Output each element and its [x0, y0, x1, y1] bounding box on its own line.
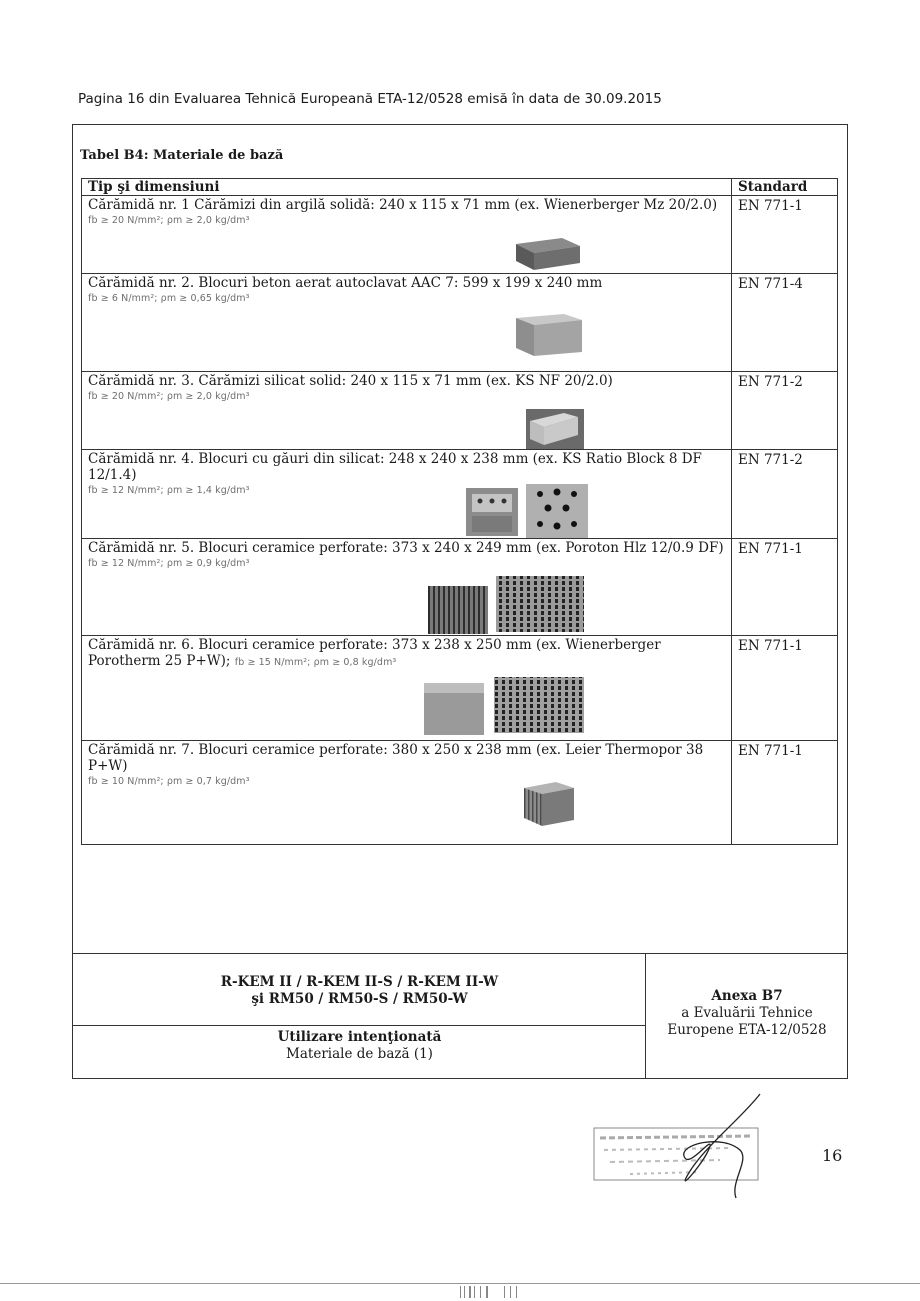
row-spec: fb ≥ 20 N/mm²; ρm ≥ 2,0 kg/dm³: [88, 215, 250, 226]
row-desc: Cărămidă nr. 2. Blocuri beton aerat autoclavat AAC 7: 599 x 199 x 240 mm: [88, 275, 603, 291]
col-header-standard: Standard: [732, 179, 838, 196]
row-desc: Cărămidă nr. 5. Blocuri ceramice perforate: 373 x 240 x 249 mm (ex. Poroton Hlz 12/0.9 DF): [88, 540, 724, 556]
row-standard: EN 771-2: [732, 372, 838, 450]
table-title: Tabel B4: Materiale de bază: [80, 148, 284, 163]
intended-use: Utilizare intenţionată Materiale de bază (1): [277, 1029, 442, 1062]
silicate-hollow-block-images: [466, 484, 590, 538]
row-standard: EN 771-1: [732, 539, 838, 636]
scan-barcode: [460, 1286, 540, 1298]
translator-stamp-signature: [590, 1090, 770, 1200]
table-row: [82, 274, 838, 372]
row-spec: fb ≥ 10 N/mm²; ρm ≥ 0,7 kg/dm³: [88, 776, 250, 787]
row-desc: Cărămidă nr. 6. Blocuri ceramice perforate: 373 x 238 x 250 mm (ex. Wienerberger Porotherm 25 P+W); fb ≥ 15 N/mm²; ρm ≥ 0,8 kg/dm³: [88, 637, 661, 669]
row-spec: fb ≥ 6 N/mm²; ρm ≥ 0,65 kg/dm³: [88, 293, 250, 304]
table-row: [82, 741, 838, 845]
row-desc: Cărămidă nr. 3. Cărămizi silicat solid: 240 x 115 x 71 mm (ex. KS NF 20/2.0): [88, 373, 613, 389]
row-spec: fb ≥ 20 N/mm²; ρm ≥ 2,0 kg/dm³: [88, 391, 250, 402]
materials-table: [81, 178, 838, 845]
row-standard: EN 771-1: [732, 636, 838, 741]
row-standard: EN 771-1: [732, 196, 838, 274]
annex-footer: [72, 953, 848, 1079]
page-header: Pagina 16 din Evaluarea Tehnică Europeană ETA-12/0528 emisă în data de 30.09.2015: [78, 91, 662, 107]
perforated-block-images-6: [424, 673, 586, 735]
col-header-type: Tip şi dimensiuni: [82, 179, 732, 196]
row-standard: EN 771-2: [732, 450, 838, 539]
row-desc: Cărămidă nr. 7. Blocuri ceramice perforate: 380 x 250 x 238 mm (ex. Leier Thermopor 38 P+W): [88, 742, 704, 774]
thermopor-block-image: [520, 778, 578, 828]
page-number: 16: [822, 1146, 843, 1165]
bottom-rule: [0, 1283, 920, 1284]
product-names: R-KEM II / R-KEM II-S / R-KEM II-W şi RM50 / RM50-S / RM50-W: [73, 954, 646, 1026]
row-standard: EN 771-1: [732, 741, 838, 845]
row-desc: Cărămidă nr. 4. Blocuri cu găuri din silicat: 248 x 240 x 238 mm (ex. KS Ratio Block 8 DF 12/1.4): [88, 451, 702, 483]
aac-block-image: [514, 312, 584, 358]
perforated-block-images-5: [428, 574, 586, 634]
row-standard: EN 771-4: [732, 274, 838, 372]
row-spec: fb ≥ 12 N/mm²; ρm ≥ 1,4 kg/dm³: [88, 485, 250, 496]
table-row: [82, 372, 838, 450]
table-row: [82, 196, 838, 274]
row-spec: fb ≥ 12 N/mm²; ρm ≥ 0,9 kg/dm³: [88, 558, 250, 569]
row-spec: fb ≥ 15 N/mm²; ρm ≥ 0,8 kg/dm³: [234, 657, 397, 668]
row-desc: Cărămidă nr. 1 Cărămizi din argilă solidă: 240 x 115 x 71 mm (ex. Wienerberger Mz 20/2.0): [88, 197, 718, 213]
annex-label: Anexa B7 a Evaluării Tehnice Europene ETA-12/0528: [667, 988, 827, 1038]
clay-brick-image: [510, 236, 582, 272]
silicate-brick-image: [524, 407, 586, 451]
table-row: [82, 450, 838, 539]
